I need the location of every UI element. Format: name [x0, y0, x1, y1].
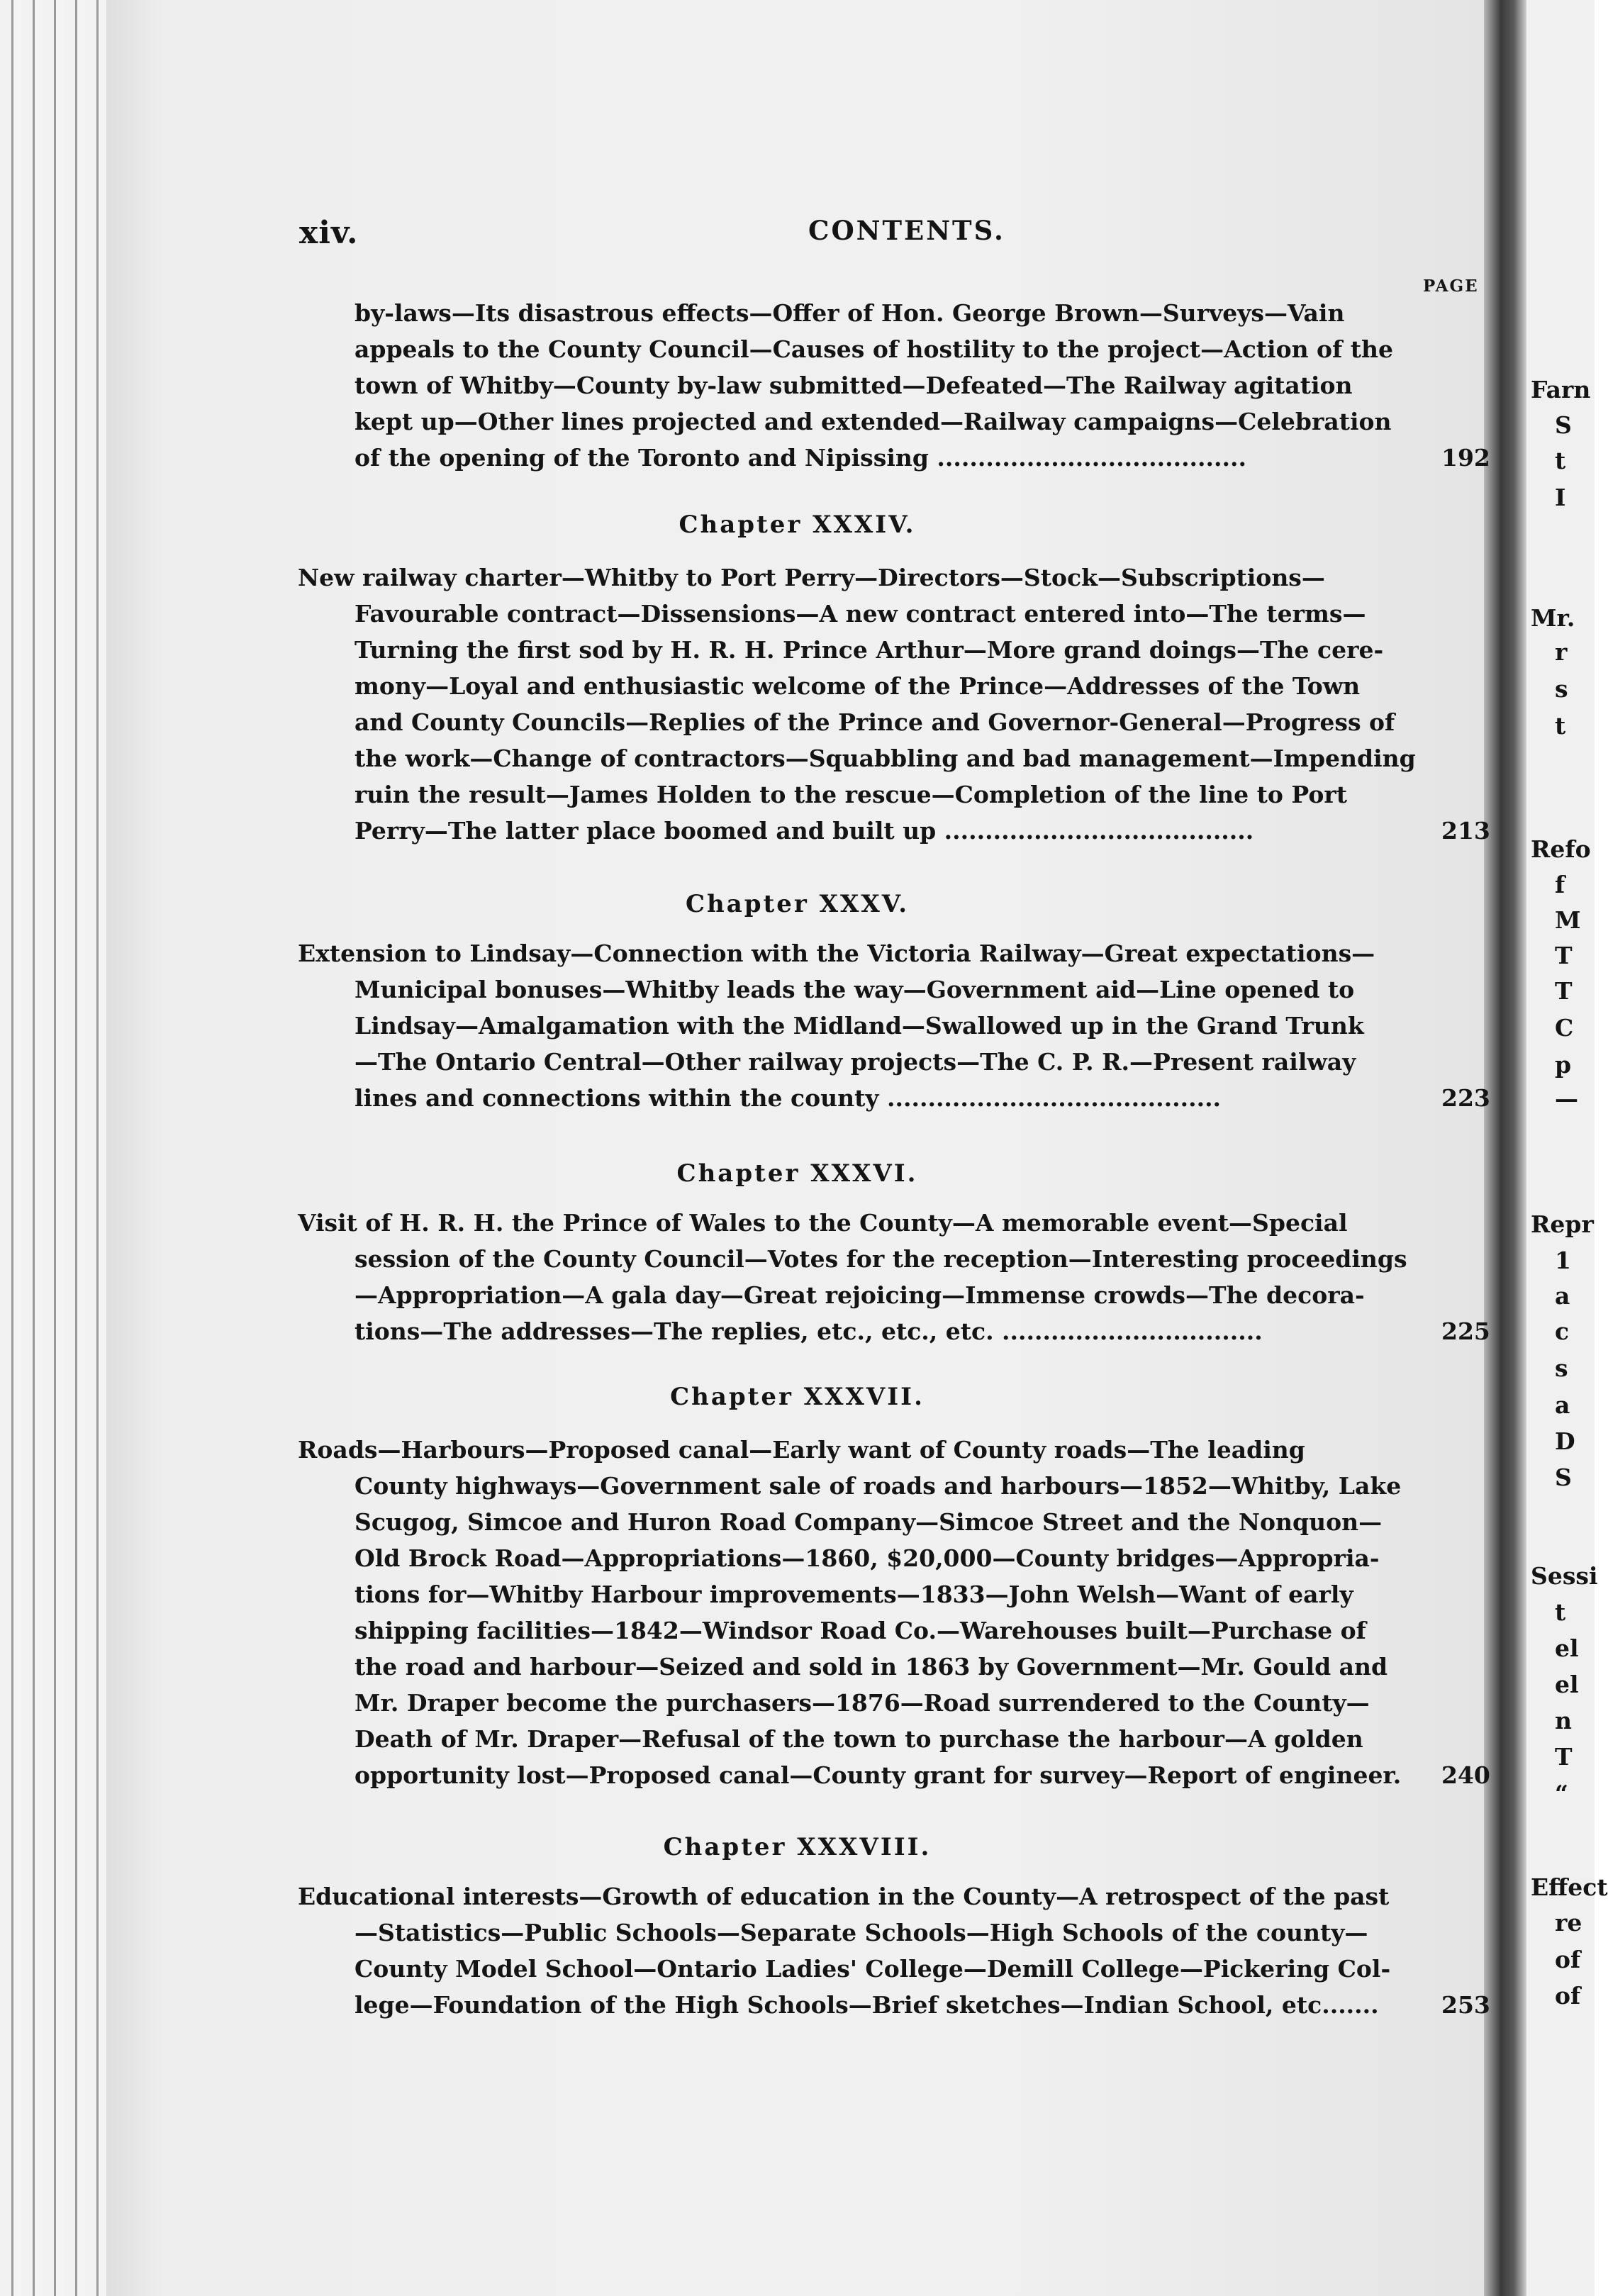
entry-line: shipping facilities—1842—Windsor Road Co.—Warehouses built—Purchase of: [354, 1617, 1366, 1644]
facing-page-fragment: p: [1555, 1051, 1572, 1079]
facing-page-fragment: t: [1555, 712, 1566, 740]
contents-entry: [298, 940, 1503, 1120]
entry-line: New railway charter—Whitby to Port Perry—Directors—Stock—Subscriptions—: [298, 564, 1325, 591]
facing-page-fragment: Mr.: [1531, 604, 1575, 632]
entry-line: Scugog, Simcoe and Huron Road Company—Simcoe Street and the Nonquon—: [354, 1508, 1383, 1536]
entry-line: tions for—Whitby Harbour improvements—1833—John Welsh—Want of early: [354, 1581, 1353, 1608]
facing-page-fragment: Farn: [1531, 376, 1591, 403]
entry-line: County Model School—Ontario Ladies' College—Demill College—Pickering Col-: [354, 1955, 1391, 1983]
facing-page-fragment: I: [1555, 484, 1566, 511]
entry-line: County highways—Government sale of roads and harbours—1852—Whitby, Lake: [354, 1472, 1402, 1500]
facing-page-fragment: Sessi: [1531, 1562, 1598, 1590]
facing-page-fragment: s: [1555, 1354, 1568, 1382]
entry-line: opportunity lost—Proposed canal—County grant for survey—Report of engineer.: [354, 1761, 1402, 1789]
facing-page: [1526, 0, 1608, 2296]
facing-page-fragment: Repr: [1531, 1210, 1594, 1238]
chapter-heading: Chapter XXXVI.: [676, 1159, 918, 1188]
facing-page-fragment: 1: [1555, 1247, 1571, 1274]
entry-line: —Statistics—Public Schools—Separate Schools—High Schools of the county—: [354, 1919, 1368, 1946]
contents-entry: [298, 564, 1503, 853]
facing-page-fragment: T: [1555, 1743, 1573, 1771]
facing-page-fragment: S: [1555, 1464, 1572, 1491]
facing-page-fragment: f: [1555, 871, 1565, 898]
entry-line: Death of Mr. Draper—Refusal of the town to purchase the harbour—A golden: [354, 1725, 1363, 1753]
facing-page-fragment: el: [1555, 1671, 1579, 1698]
contents-entry: [298, 1436, 1503, 1798]
facing-page-fragment: Effect: [1531, 1873, 1608, 1901]
facing-page-fragment: of: [1555, 1982, 1581, 2010]
entry-line: and County Councils—Replies of the Prince and Governor-General—Progress of: [354, 708, 1395, 736]
facing-page-fragment: —: [1555, 1085, 1578, 1113]
entry-line: by-laws—Its disastrous effects—Offer of Hon. George Brown—Surveys—Vain: [354, 299, 1345, 327]
facing-page-fragment: T: [1555, 942, 1573, 969]
contents-entry: [298, 1209, 1503, 1354]
entry-line: Educational interests—Growth of education in the County—A retrospect of the past: [298, 1883, 1390, 1910]
entry-line: session of the County Council—Votes for the reception—Interesting proceedings: [354, 1245, 1407, 1273]
entry-line: appeals to the County Council—Causes of hostility to the project—Action of the: [354, 335, 1393, 363]
entry-line: the work—Change of contractors—Squabbling and bad management—Impending: [354, 745, 1416, 772]
page-number: 192: [1441, 444, 1490, 472]
entry-line: Extension to Lindsay—Connection with the Victoria Railway—Great expectations—: [298, 940, 1375, 967]
chapter-heading: Chapter XXXVIII.: [663, 1833, 932, 1861]
facing-page-fragment: T: [1555, 977, 1573, 1005]
facing-page-fragment: D: [1555, 1427, 1575, 1455]
entry-line: Roads—Harbours—Proposed canal—Early want of County roads—The leading: [298, 1436, 1305, 1464]
page-folio: xiv.: [299, 215, 359, 251]
facing-page-fragment: of: [1555, 1946, 1581, 1973]
entry-line: lines and connections within the county .........................................: [354, 1084, 1222, 1112]
facing-page-fragment: el: [1555, 1634, 1579, 1662]
facing-page-fragment: s: [1555, 675, 1568, 703]
page-number: 223: [1441, 1084, 1490, 1112]
entry-line: Municipal bonuses—Whitby leads the way—Government aid—Line opened to: [354, 976, 1355, 1003]
entry-line: Lindsay—Amalgamation with the Midland—Swallowed up in the Grand Trunk: [354, 1012, 1364, 1040]
facing-page-fragment: Refo: [1531, 835, 1591, 863]
entry-line: —The Ontario Central—Other railway projects—The C. P. R.—Present railway: [354, 1048, 1356, 1076]
page-column-label: PAGE: [1423, 277, 1479, 296]
facing-page-fragment: M: [1555, 906, 1581, 934]
entry-line: Visit of H. R. H. the Prince of Wales to the County—A memorable event—Special: [298, 1209, 1348, 1237]
entry-line: town of Whitby—County by-law submitted—Defeated—The Railway agitation: [354, 372, 1353, 399]
facing-page-fragment: n: [1555, 1707, 1572, 1734]
facing-page-fragment: S: [1555, 411, 1572, 439]
contents-entry: [298, 1883, 1503, 2027]
facing-page-fragment: r: [1555, 638, 1568, 666]
entry-line: Turning the first sod by H. R. H. Prince Arthur—More grand doings—The cere-: [354, 636, 1384, 664]
page-number: 253: [1441, 1991, 1490, 2019]
entry-line: Old Brock Road—Appropriations—1860, $20,000—County bridges—Appropria-: [354, 1544, 1380, 1572]
page-title: CONTENTS.: [808, 215, 1005, 246]
facing-page-fragment: a: [1555, 1391, 1570, 1419]
chapter-heading: Chapter XXXVII.: [670, 1383, 925, 1411]
page-number: 225: [1441, 1317, 1490, 1345]
page-number: 213: [1441, 817, 1490, 845]
entry-line: Perry—The latter place boomed and built up ......................................: [354, 817, 1254, 845]
entry-line: ruin the result—James Holden to the rescue—Completion of the line to Port: [354, 781, 1347, 808]
facing-page-fragment: c: [1555, 1317, 1570, 1345]
facing-page-fragment: t: [1555, 1598, 1566, 1626]
facing-page-fragment: a: [1555, 1282, 1570, 1310]
facing-page-fragment: re: [1555, 1909, 1582, 1936]
entry-line: tions—The addresses—The replies, etc., etc., etc. ................................: [354, 1317, 1263, 1345]
page-edges: [0, 0, 106, 2296]
entry-line: —Appropriation—A gala day—Great rejoicing—Immense crowds—The decora-: [354, 1281, 1365, 1309]
contents-entry: [298, 299, 1503, 480]
facing-page-fragment: t: [1555, 447, 1566, 474]
facing-page-fragment: C: [1555, 1014, 1574, 1042]
entry-line: of the opening of the Toronto and Nipissing ......................................: [354, 444, 1246, 472]
entry-line: the road and harbour—Seized and sold in 1863 by Government—Mr. Gould and: [354, 1653, 1388, 1681]
chapter-heading: Chapter XXXV.: [685, 890, 910, 918]
chapter-heading: Chapter XXXIV.: [679, 511, 916, 539]
page-number: 240: [1441, 1761, 1490, 1789]
entry-line: Mr. Draper become the purchasers—1876—Road surrendered to the County—: [354, 1689, 1370, 1717]
entry-line: kept up—Other lines projected and extended—Railway campaigns—Celebration: [354, 408, 1392, 435]
entry-line: lege—Foundation of the High Schools—Brief sketches—Indian School, etc.......: [354, 1991, 1379, 2019]
facing-page-fragment: “: [1555, 1780, 1568, 1807]
entry-line: mony—Loyal and enthusiastic welcome of the Prince—Addresses of the Town: [354, 672, 1361, 700]
entry-line: Favourable contract—Dissensions—A new contract entered into—The terms—: [354, 600, 1366, 628]
